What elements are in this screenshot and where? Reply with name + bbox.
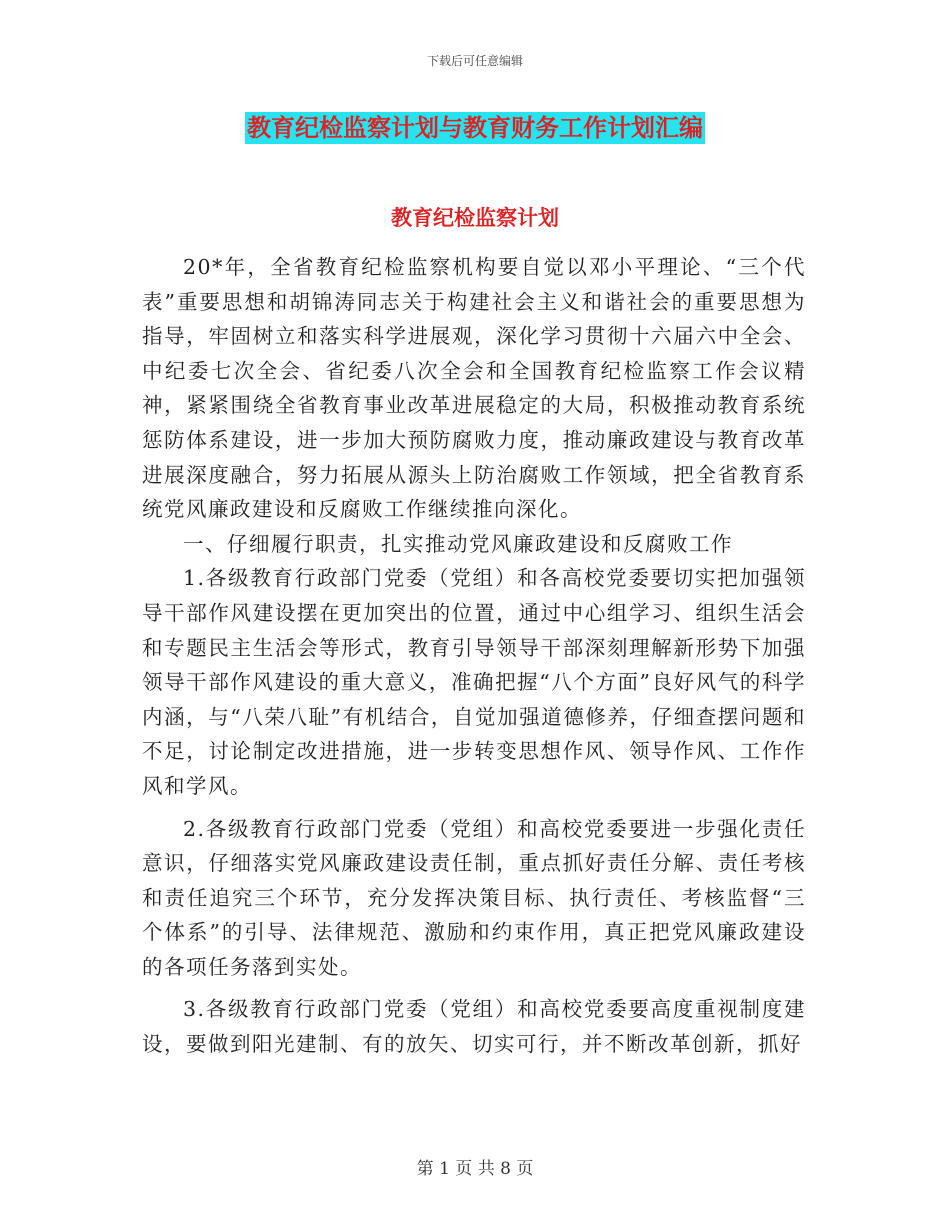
header-note: 下载后可任意编辑 bbox=[426, 54, 523, 68]
document-title bbox=[0, 112, 950, 144]
document-body bbox=[142, 250, 806, 1062]
paragraph-heading-1: 一、仔细履行职责，扎实推动党风廉政建设和反腐败工作 bbox=[183, 531, 733, 556]
section-title: 教育纪检监察计划 bbox=[391, 205, 559, 230]
page-footer: 第 1 页 共 8 页 bbox=[416, 1159, 534, 1179]
paragraph-intro: 20*年，全省教育纪检监察机构要自觉以邓小平理论、“三个代表”重要思想和胡锦涛同志关于构建社会主义和谐社会的重要思想为指导，牢固树立和落实科学进展观，深化学习贯彻十六届六中全会、中纪委七次全会、省纪委八次全会和全国教育纪检监察工作会议精神，紧紧围绕全省教育事业改革进展稳定的大局，积极推动教育系统惩防体系建设，进一步加大预防腐败力度，推动廉政建设与教育改革进展深度融合，努力拓展从源头上防治腐败工作领域，把全省教育系统党风廉政建设和反腐败工作继续推向深化。 bbox=[142, 255, 806, 522]
document-title-text: 教育纪检监察计划与教育财务工作计划汇编 bbox=[247, 113, 703, 142]
paragraph-item-1: 1.各级教育行政部门党委（党组）和各高校党委要切实把加强领导干部作风建设摆在更加突出的位置，通过中心组学习、组织生活会和专题民主生活会等形式，教育引导领导干部深刻理解新形势下加强领导干部作风建设的重大意义，准确把握“八个方面”良好风气的科学内涵，与“八荣八耻”有机结合，自觉加强道德修养，仔细查摆问题和不足，讨论制定改进措施，进一步转变思想作风、领导作风、工作作风和学风。 bbox=[142, 566, 806, 798]
paragraph-item-2: 2.各级教育行政部门党委（党组）和高校党委要进一步强化责任意识，仔细落实党风廉政建设责任制，重点抓好责任分解、责任考核和责任追究三个环节，充分发挥决策目标、执行责任、考核监督“三个体系”的引导、法律规范、激励和约束作用，真正把党风廉政建设的各项任务落到实处。 bbox=[142, 816, 806, 979]
paragraph-item-3: 3.各级教育行政部门党委（党组）和高校党委要高度重视制度建设，要做到阳光建制、有的放矢、切实可行，并不断改革创新，抓好 bbox=[142, 997, 806, 1057]
